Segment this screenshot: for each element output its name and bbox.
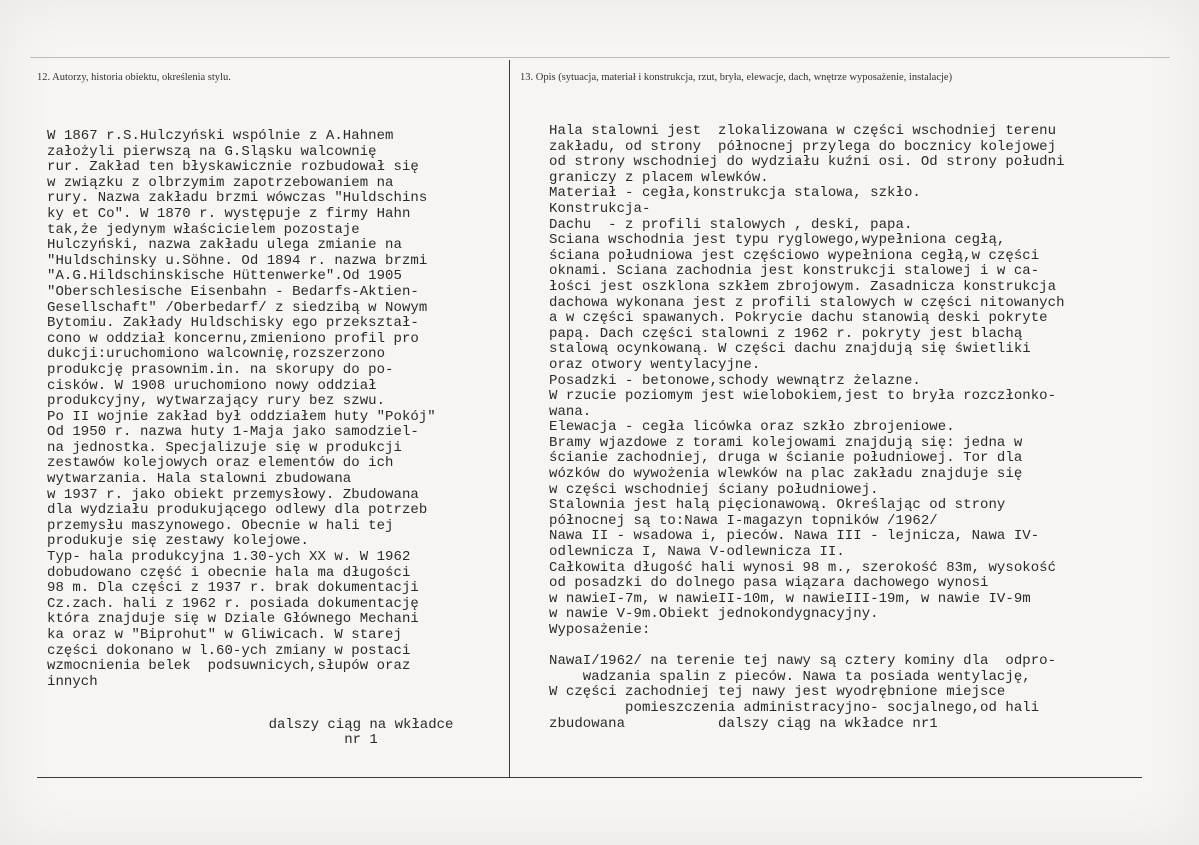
text-line: od strony wschodniej do wydziału kuźni osi. Od strony południ [549,154,1065,171]
text-line: od posadzki do dolnego pasa wiązara dachowego wynosi [549,575,989,592]
text-line: północnej są to:Nawa I-magazyn topników /1962/ [549,512,938,529]
text-line: Całkowita długość hali wynosi 98 m., szerokość 83m, wysokość [549,559,1057,576]
text-line: dobudowano część i obecnie hala ma długości [47,564,411,581]
text-line: W części zachodniej tej nawy jest wyodrębnione miejsce [549,684,1006,701]
text-line: pomieszczenia administracyjno- socjalnego,od hali [549,699,1040,716]
left-continuation-note: dalszy ciąg na wkładce nr 1 [268,717,454,748]
text-line: wózków do wywożenia wlewków na plac zakładu znajduje się [549,466,1023,483]
text-line: odlewnicza I, Nawa V-odlewnicza II. [549,544,845,561]
text-line: a w części spawanych. Pokrycie dachu stanowią deski pokryte [549,310,1048,327]
text-line: Stalownia jest halą pięcionawową. Określając od strony [549,497,1006,514]
text-line: papą. Dach części stalowni z 1962 r. pokryty jest blachą [549,325,1023,342]
text-line: w nawie V-9m.Obiekt jednokondygnacyjny. [549,606,879,623]
text-line: Od 1950 r. nazwa huty 1-Maja jako samodziel- [47,424,419,441]
text-line: ściana południowa jest częściowo wypełniona cegłą,w części [549,247,1040,264]
text-line: Konstrukcja- [549,200,651,217]
text-line [549,639,1065,655]
text-line: w 1937 r. jako obiekt przemysłowy. Zbudowana [47,486,419,503]
text-line: oraz otwory wentylacyjne. [549,356,761,373]
text-line: oknami. Sciana zachodnia jest konstrukcji stalowej i w ca- [549,263,1040,280]
text-line: Sciana wschodnia jest typu ryglowego,wypełniona cegłą, [549,232,1006,249]
text-line: zakładu, od strony północnej przylega do bocznicy kolejowej [549,138,1057,155]
bottom-rule [37,777,1142,778]
text-line: ka oraz w "Biprohut" w Gliwicach. W starej [47,627,402,643]
text-line: założyli pierwszą na G.Sląsku walcownię [47,143,377,160]
text-line: ky et Co". W 1870 r. występuje z firmy Hahn [47,205,411,222]
text-line: "Oberschlesische Eisenbahn - Bedarfs-Aktien- [47,283,419,300]
text-line: cisków. W 1908 uruchomiono nowy oddział [47,377,377,394]
text-line: Gesellschaft" /Oberbedarf/ z siedzibą w Nowym [47,299,428,316]
text-line: ścianie zachodniej, druga w ścianie południowej. Tor dla [549,450,1023,467]
text-line: 98 m. Dla części z 1937 r. brak dokumentacji [47,580,419,597]
text-line: stalową ocynkowaną. W części dachu znajdują się świetliki [549,341,1031,358]
text-line: cono w oddział koncernu,zmieniono profil pro [47,330,419,347]
text-line: Hulczyński, nazwa zakładu ulega zmianie na [47,237,402,254]
text-line: w części wschodniej ściany południowej. [549,481,879,498]
text-line: dachowa wykonana jest z profili stalowych w części nitowanych [549,294,1065,311]
section-12-text [47,129,436,690]
text-line: na jednostka. Specjalizuje się w produkcji [47,439,402,456]
text-line: Bytomiu. Zakłady Huldschisky ego przekształ- [47,315,419,332]
text-line: produkcyjny, wytwarzający rury bez szwu. [47,393,386,410]
text-line: łości jest oszklona szkłem zbrojowym. Zasadnicza konstrukcja [549,278,1057,295]
text-line: Dachu - z profili stalowych , deski, papa. [549,216,913,233]
text-line: części dokonano w l.60-ych zmiany w postaci [47,642,411,659]
text-line: W rzucie poziomym jest wielobokiem,jest to bryła rozczłonko- [549,388,1057,405]
section-13-header: 13. Opis (sytuacja, materiał i konstrukcja, rzut, bryła, elewacje, dach, wnętrze wyposażenie, instalacje) [520,72,953,83]
text-line: Cz.zach. hali z 1962 r. posiada dokumentację [47,595,419,612]
text-line: wana. [549,403,592,420]
text-line: w związku z olbrzymim zapotrzebowaniem na [47,174,394,191]
text-line: która znajduje się w Dziale Głównego Mechani [47,611,419,628]
section-12-header: 12. Autorzy, historia obiektu, określenia stylu. [37,72,231,83]
text-line: Materiał - cegła,konstrukcja stalowa, szkło. [549,185,921,202]
text-line: rury. Nazwa zakładu brzmi wówczas "Huldschins [47,190,428,207]
text-line: Nawa II - wsadowa i, pieców. Nawa III - lejnicza, Nawa IV- [549,528,1040,545]
text-line: produkuje się zestawy kolejowe. [47,533,309,550]
text-line: dukcji:uruchomiono walcownię,rozszerzono [47,346,386,363]
text-line: dla wydziału produkującego odlewy dla potrzeb [47,502,428,519]
text-line: przemysłu maszynowego. Obecnie w hali tej [47,517,394,534]
section-13-text [549,124,1065,732]
text-line: innych [47,673,98,690]
text-line: W 1867 r.S.Hulczyński wspólnie z A.Hahnem [47,128,394,144]
text-line: zbudowana dalszy ciąg na wkładce nr1 [549,715,938,732]
text-line: rur. Zakład ten błyskawicznie rozbudował się [47,159,419,176]
text-line: produkcję prasownim.in. na skorupy do po- [47,361,394,378]
text-line: "Huldschinsky u.Söhne. Od 1894 r. nazwa brzmi [47,252,428,269]
column-divider [509,60,510,778]
text-line: tak,że jedynym właścicielem pozostaje [47,221,360,238]
text-line: "A.G.Hildschinskische Hüttenwerke".Od 1905 [47,268,402,285]
text-line: Elewacja - cegła licówka oraz szkło zbrojeniowe. [549,419,955,436]
text-line: wzmocnienia belek podsuwnicych,słupów oraz [47,658,411,675]
text-line: Po II wojnie zakład był oddziałem huty "Pokój" [47,408,436,425]
header-rule [30,57,1170,58]
text-line: graniczy z placem wlewków. [549,169,769,186]
text-line: Wyposażenie: [549,622,651,638]
text-line: Hala stalowni jest zlokalizowana w części wschodniej terenu [549,123,1057,139]
text-line: Typ- hala produkcyjna 1.30-ych XX w. W 1962 [47,549,411,566]
text-line: NawaI/1962/ na terenie tej nawy są cztery kominy dla odpro- [549,653,1057,670]
text-line: wadzania spalin z pieców. Nawa ta posiada wentylację, [549,668,1031,685]
text-line: Posadzki - betonowe,schody wewnątrz żelazne. [549,372,921,389]
text-line: Bramy wjazdowe z torami kolejowami znajdują się: jedna w [549,434,1023,451]
text-line: wytwarzania. Hala stalowni zbudowana [47,471,352,488]
text-line: zestawów kolejowych oraz elementów do ich [47,455,394,472]
text-line: w nawieI-7m, w nawieII-10m, w nawieIII-19m, w nawie IV-9m [549,590,1031,607]
